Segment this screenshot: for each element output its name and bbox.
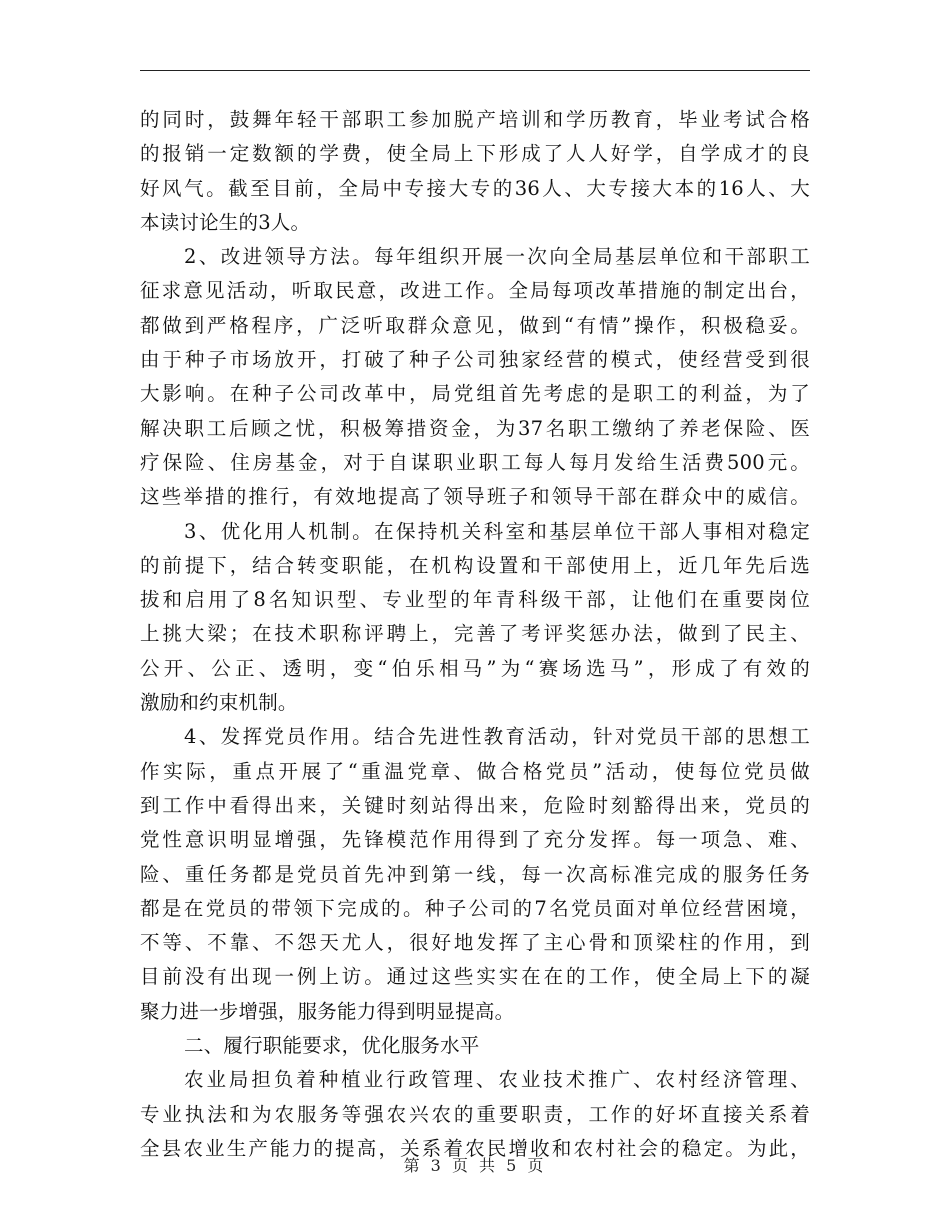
text-line: 险、重任务都是党员首先冲到第一线，每一次高标准完成的服务任务 [140, 862, 810, 886]
text-line: 3、优化用人机制。在保持机关科室和基层单位干部人事相对稳定 [184, 519, 810, 543]
text-line: 2、改进领导方法。每年组织开展一次向全局基层单位和干部职工 [184, 245, 810, 269]
text-line: 二、履行职能要求，优化服务水平 [184, 1034, 480, 1058]
text-line: 农业局担负着种植业行政管理、农业技术推广、农村经济管理、 [184, 1068, 810, 1092]
text-line: 拔和启用了8名知识型、专业型的年青科级干部，让他们在重要岗位 [140, 588, 810, 612]
text-line: 的报销一定数额的学费，使全局上下形成了人人好学，自学成才的良 [140, 142, 810, 166]
text-line: 的同时，鼓舞年轻干部职工参加脱产培训和学历教育，毕业考试合格 [140, 108, 810, 131]
text-line: 作实际，重点开展了“重温党章、做合格党员”活动，使每位党员做 [140, 759, 810, 783]
text-line: 由于种子市场放开，打破了种子公司独家经营的模式，使经营受到很 [140, 348, 810, 372]
text-line: 都是在党员的带领下完成的。种子公司的7名党员面对单位经营困境， [140, 896, 810, 920]
text-line: 4、发挥党员作用。结合先进性教育活动，针对党员干部的思想工 [184, 725, 810, 749]
text-line: 上挑大梁；在技术职称评聘上，完善了考评奖惩办法，做到了民主、 [140, 622, 810, 646]
header-rule [140, 70, 810, 71]
text-line: 好风气。截至目前，全局中专接大专的36人、大专接大本的16人、大 [140, 176, 810, 200]
document-body [140, 103, 810, 1166]
page-number-footer: 第 3 页 共 5 页 [403, 1156, 547, 1175]
text-line: 的前提下，结合转变职能，在机构设置和干部使用上，近几年先后选 [140, 553, 810, 577]
text-line: 解决职工后顾之忧，积极筹措资金，为37名职工缴纳了养老保险、医 [140, 416, 810, 440]
text-line: 聚力进一步增强，服务能力得到明显提高。 [140, 999, 515, 1023]
text-line: 公开、公正、透明，变“伯乐相马”为“赛场选马”，形成了有效的 [140, 656, 810, 680]
text-line: 到工作中看得出来，关键时刻站得出来，危险时刻豁得出来，党员的 [140, 793, 810, 817]
text-line: 不等、不靠、不怨天尤人，很好地发挥了主心骨和顶梁柱的作用，到 [140, 931, 810, 955]
text-line: 全县农业生产能力的提高，关系着农民增收和农村社会的稳定。为此， [140, 1136, 810, 1160]
text-line: 本读讨论生的3人。 [140, 210, 311, 234]
text-line: 都做到严格程序，广泛听取群众意见，做到“有情”操作，积极稳妥。 [140, 313, 810, 337]
text-line: 党性意识明显增强，先锋模范作用得到了充分发挥。每一项急、难、 [140, 828, 810, 852]
text-line: 征求意见活动，听取民意，改进工作。全局每项改革措施的制定出台， [140, 279, 810, 303]
text-line: 疗保险、住房基金，对于自谋职业职工每人每月发给生活费500元。 [140, 450, 810, 474]
text-line: 大影响。在种子公司改革中，局党组首先考虑的是职工的利益，为了 [140, 382, 810, 406]
text-line: 专业执法和为农服务等强农兴农的重要职责，工作的好坏直接关系着 [140, 1102, 810, 1126]
text-line: 目前没有出现一例上访。通过这些实实在在的工作，使全局上下的凝 [140, 965, 810, 989]
text-line: 激励和约束机制。 [140, 691, 298, 715]
text-line: 这些举措的推行，有效地提高了领导班子和领导干部在群众中的威信。 [140, 485, 810, 509]
